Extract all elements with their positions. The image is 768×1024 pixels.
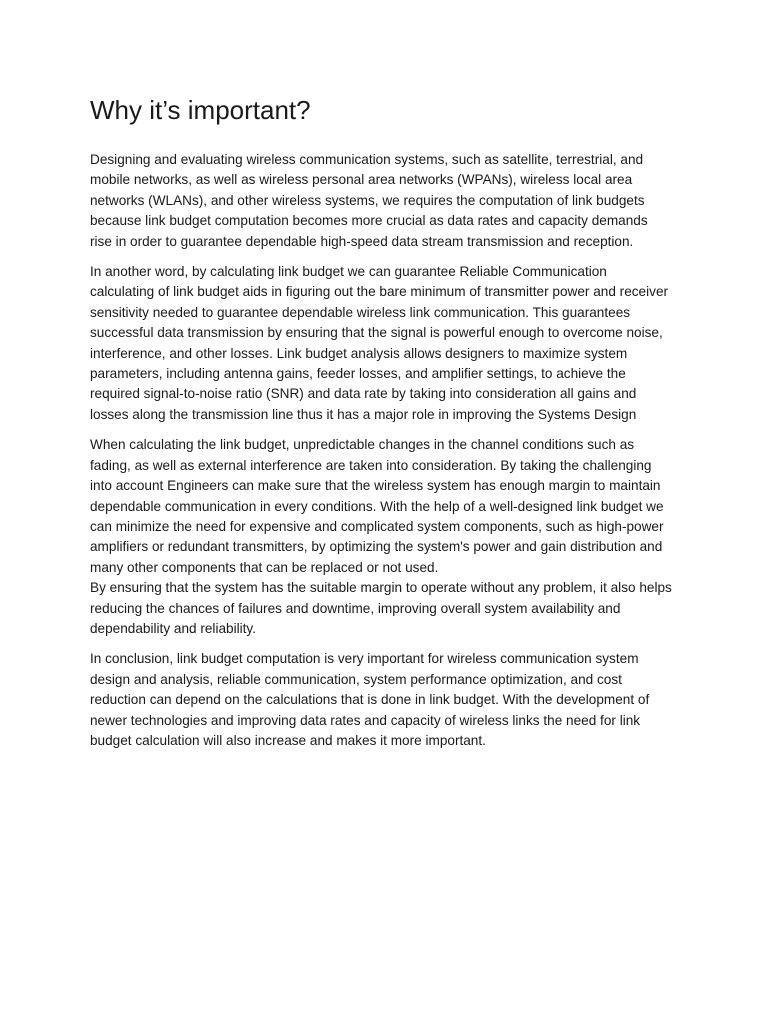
paragraph-intro: Designing and evaluating wireless communication systems, such as satellite, terrestrial, and mobile networks, as well as wireless personal area networks (WPANs), wireless local area networks (WLANs), and other wireless systems, we requires the computation of link budgets because link budget computation becomes more crucial as data rates and capacity demands rise in order to guarantee dependable high-speed data stream transmission and reception. (90, 152, 648, 249)
paragraph-channel-conditions: When calculating the link budget, unpredictable changes in the channel conditions such as fading, as well as external interference are taken into consideration. By taking the challenging into account Engineers can make sure that the wireless system has enough margin to maintain dependable communication in every conditions. With the help of a well-designed link budget we can minimize the need for expensive and complicated system components, such as high-power amplifiers or redundant transmitters, by optimizing the system's power and gain distribution and many other components that can be replaced or not used. (90, 437, 664, 575)
paragraph-reliable-communication: In another word, by calculating link budget we can guarantee Reliable Communication calculating of link budget aids in figuring out the bare minimum of transmitter power and receiver sensitivity needed to guarantee dependable wireless link communication. This guarantees successful data transmission by ensuring that the signal is powerful enough to overcome noise, interference, and other losses. Link budget analysis allows designers to maximize system parameters, including antenna gains, feeder losses, and amplifier settings, to achieve the required signal-to-noise ratio (SNR) and data rate by taking into consideration all gains and losses along the transmission line thus it has a major role in improving the Systems Design (90, 264, 669, 422)
page-title: Why it’s important? (90, 95, 311, 125)
document-body (90, 94, 672, 751)
paragraph-system-margin: By ensuring that the system has the suitable margin to operate without any problem, it also helps reducing the chances of failures and downtime, improving overall system availability and dependability and reliability. (90, 580, 672, 636)
paragraph-conclusion: In conclusion, link budget computation is very important for wireless communication system design and analysis, reliable communication, system performance optimization, and cost reduction can depend on the calculations that is done in link budget. With the development of newer technologies and improving data rates and capacity of wireless links the need for link budget calculation will also increase and makes it more important. (90, 651, 650, 748)
